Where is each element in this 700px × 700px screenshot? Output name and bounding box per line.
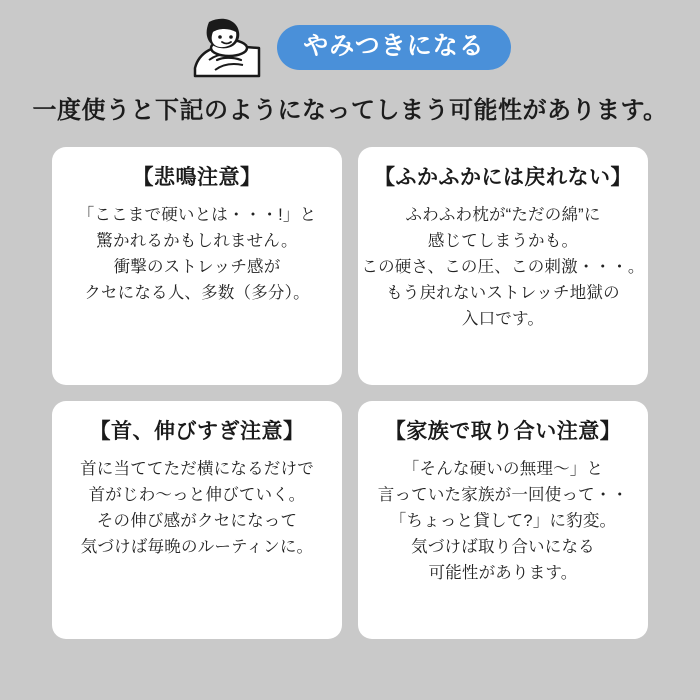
lead-text: 一度使うと下記のようになってしまう可能性があります。: [32, 97, 668, 124]
card-line: 首がじわ〜っと伸びていく。: [88, 486, 306, 505]
card-line: 入口です。: [461, 310, 545, 329]
card-3: [52, 401, 342, 639]
card-line: 可能性があります。: [428, 564, 578, 583]
header: [0, 0, 700, 76]
card-line: 気づけば毎晩のルーティンに。: [80, 538, 314, 557]
card-title: 【家族で取り合い注意】: [384, 420, 622, 443]
card-title: 【首、伸びすぎ注意】: [89, 420, 305, 443]
card-line: クセになる人、多数（多分）。: [84, 284, 310, 303]
card-line: 首に当ててただ横になるだけで: [80, 460, 314, 479]
card-line: その伸び感がクセになって: [96, 512, 298, 531]
card-4: [358, 401, 648, 639]
card-body: [80, 456, 314, 560]
card-body: [361, 202, 644, 332]
card-line: ふわふわ枕が“ただの綿”に: [405, 206, 601, 225]
card-body: [378, 456, 629, 586]
card-title: 【ふかふかには戻れない】: [374, 166, 632, 189]
card-line: この硬さ、この圧、この刺激・・・。: [361, 258, 645, 277]
card-line: 気づけば取り合いになる: [411, 538, 595, 557]
card-line: もう戻れないストレッチ地獄の: [386, 284, 620, 303]
person-lying-on-pillow-illustration: [189, 16, 263, 78]
card-line: 言っていた家族が一回使って・・: [377, 486, 629, 505]
card-grid: [0, 147, 700, 639]
card-line: 感じてしまうかも。: [427, 232, 579, 251]
card-line: 驚かれるかもしれません。: [96, 232, 298, 251]
card-body: [78, 202, 317, 306]
card-title: 【悲鳴注意】: [132, 166, 262, 189]
card-line: 「ちょっと貸して?」に豹変。: [389, 512, 617, 531]
badge-label: やみつきになる: [277, 25, 511, 70]
card-line: 衝撃のストレッチ感が: [113, 258, 281, 277]
card-line: 「そんな硬いの無理〜」と: [402, 460, 604, 479]
card-1: [52, 147, 342, 385]
card-line: 「ここまで硬いとは・・・!」と: [77, 206, 317, 225]
card-2: [358, 147, 648, 385]
